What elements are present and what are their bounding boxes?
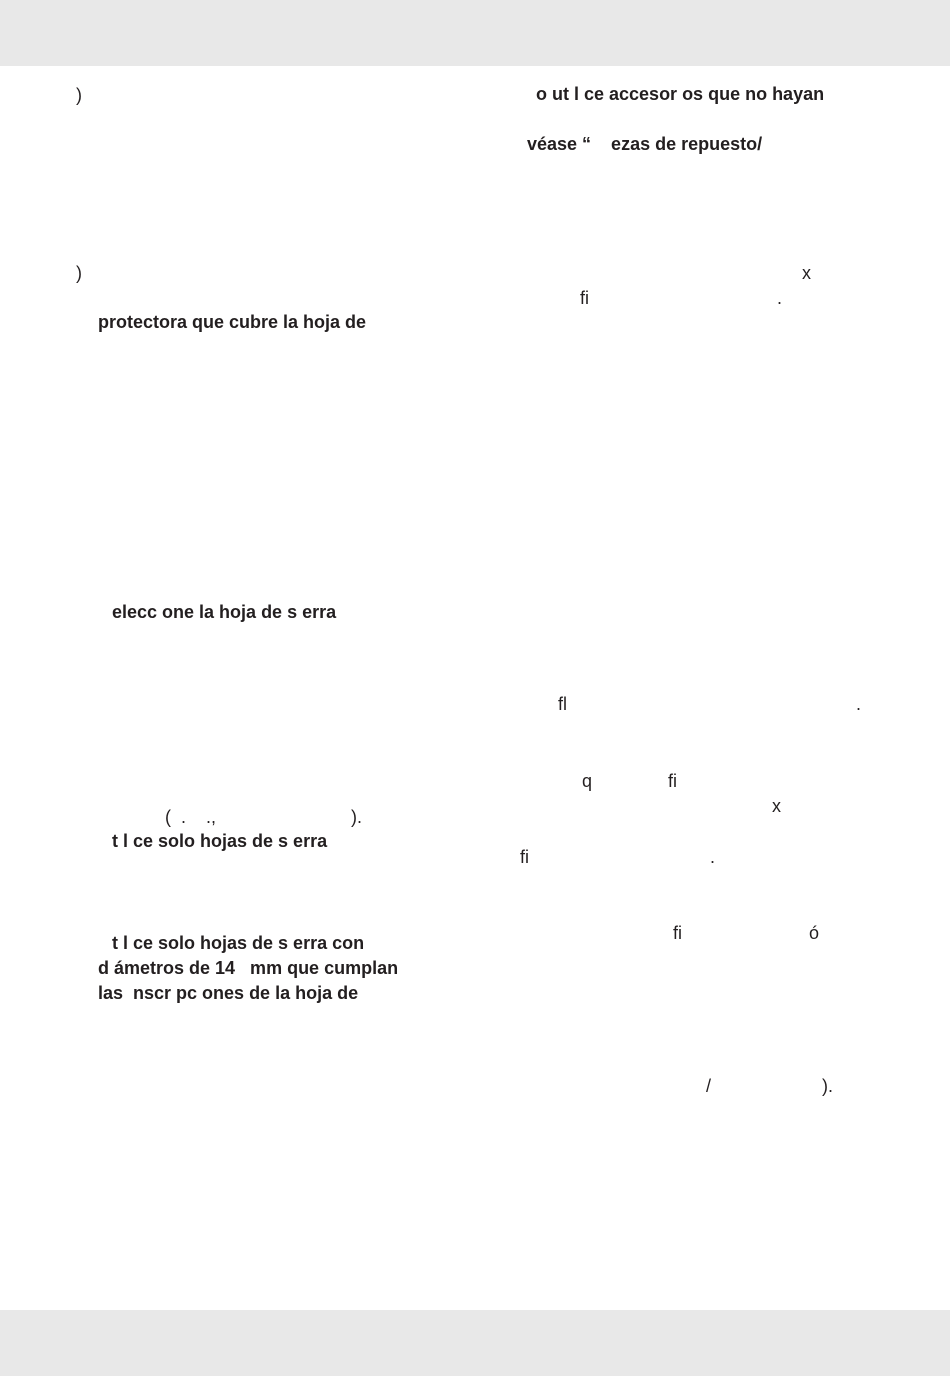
text-fragment: ). <box>822 1076 833 1096</box>
text-fragment: fi <box>673 923 682 943</box>
page-footer-band <box>0 1310 950 1376</box>
text-fragment-paren: ) <box>76 85 82 105</box>
text-fragment: fl <box>558 694 567 714</box>
text-fragment: x <box>802 263 811 283</box>
text-fragment: fi <box>580 288 589 308</box>
accessories-warning-text: o ut l ce accesor os que no hayan <box>536 84 825 104</box>
warning-protective-cover-text: protectora que cubre la hoja de <box>98 312 367 332</box>
use-only-saw-blades-with-text: t l ce solo hojas de s erra con <box>112 933 365 953</box>
text-fragment: fi <box>668 771 677 791</box>
text-fragment: fi <box>520 847 529 867</box>
text-fragment: x <box>772 796 781 816</box>
text-fragment: / <box>706 1076 712 1096</box>
text-fragment-paren: ) <box>76 263 82 283</box>
text-fragment: q <box>582 771 593 791</box>
diameter-requirement-text: d ámetros de 14 mm que cumplan <box>98 958 399 978</box>
text-fragment-example: ( . ., ). <box>165 807 363 827</box>
text-fragment: ó <box>809 923 820 943</box>
text-fragment: . <box>856 694 862 714</box>
text-fragment: . <box>710 847 716 867</box>
use-only-saw-blades-text: t l ce solo hojas de s erra <box>112 831 328 851</box>
page-header-band <box>0 0 950 66</box>
text-fragment: . <box>777 288 783 308</box>
blade-inscriptions-text: las nscr pc ones de la hoja de <box>98 983 359 1003</box>
spare-parts-reference-text: véase “ ezas de repuesto/ <box>527 134 763 154</box>
select-saw-blade-heading: elecc one la hoja de s erra <box>112 602 337 622</box>
